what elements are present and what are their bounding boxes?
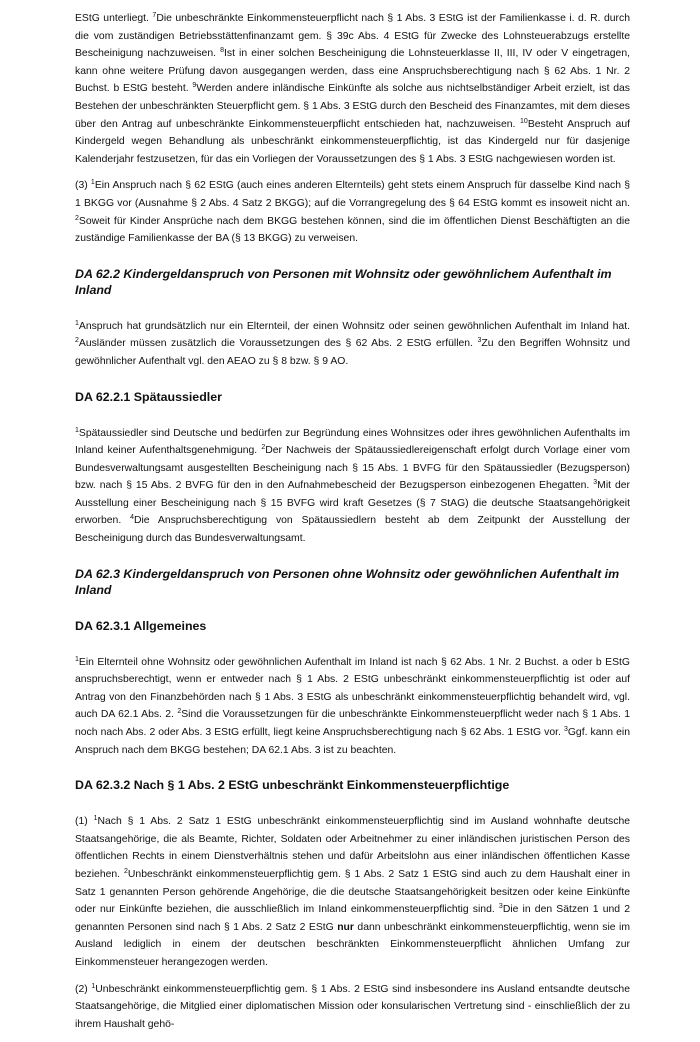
sentence-number: 3: [477, 337, 482, 345]
paragraph-da-62-2-1: [75, 425, 630, 548]
text-run: Mit der Ausstellung einer Bescheinigung nach § 15 BVFG wird kraft Gesetzes (§ 7 StAG) die deutsche Staatsangehörigkeit erworben.: [75, 480, 630, 527]
paragraph-da-62-3-2-1: [75, 813, 630, 971]
text-run: Der Nachweis der Spätaussiedlereigenschaft erfolgt durch Vorlage einer vom Bundesverwaltungsamt ausgestellten Bescheinigung nach § 15 Abs. 1 BVFG für den Spätaussiedler (Bezugsperson) bzw. nach § 15 Abs. 2 BVFG für den in den Aufnahmebescheid der Bezugsperson einbezogenen Ehegatten.: [75, 445, 630, 492]
text-run: Unbeschränkt einkommensteuerpflichtig gem. § 1 Abs. 2 EStG sind insbesondere ins Ausland entsandte deutsche Staatsangehörige, die Mitglied einer diplomatischen Mission oder konsularischen Vertretung sind - einschließlich der zu ihrem Haushalt gehö-: [75, 983, 630, 1030]
text-run: Die Anspruchsberechtigung von Spätaussiedlern besteht ab dem Zeitpunkt der Ausstellung der Bescheinigung durch das Bundesverwaltungsamt.: [75, 515, 631, 545]
text-run: Ein Anspruch nach § 62 EStG (auch eines anderen Elternteils) geht stets einem Anspruch für dasselbe Kind nach § 1 BKGG vor (Ausnahme § 2 Abs. 4 Satz 2 BKGG); auf die Vorrangregelung des § 64 EStG kommt es insoweit nicht an.: [75, 180, 630, 209]
paragraph-da-62-3-1: [75, 654, 630, 760]
text-run: Zu den Begriffen Wohnsitz und gewöhnlicher Aufenthalt vgl. den AEAO zu § 8 bzw. § 9 AO.: [75, 338, 630, 367]
text-run: Die in den Sätzen 1 und 2 genannten Personen sind nach § 1 Abs. 2 Satz 2 EStG: [75, 904, 630, 933]
heading-da-62-2-1: DA 62.2.1 Spätaussiedler: [75, 389, 222, 404]
sentence-number: 2: [124, 868, 128, 875]
text-run: Ausländer müssen zusätzlich die Voraussetzungen des § 62 Abs. 2 EStG erfüllen.: [78, 338, 478, 350]
paragraph-da-62-2: [75, 318, 630, 371]
sentence-number: 1: [90, 179, 95, 187]
text-run: Nach § 1 Abs. 2 Satz 1 EStG unbeschränkt einkommensteuerpflichtig sind im Ausland wohnhafte deutsche Staatsangehörige, die als Beamte, Richter, Soldaten oder Arbeitnehmer zu einer inländischen juristischen Person des öffentlichen Rechts in einem Dienstverhältnis stehen und dafür Arbeitslohn aus einer inländischen öffentlichen Kasse beziehen.: [75, 816, 630, 880]
paragraph-cont-tax-liability: [75, 10, 630, 168]
text-run: Sind die Voraussetzungen für die unbeschränkte Einkommensteuerpflicht weder nach § 1 Abs. 1 noch nach Abs. 2 oder Abs. 3 EStG erfüllt, liegt keine Anspruchsberechtigung nach § 62 Abs. 1 EStG vor.: [75, 709, 630, 739]
sentence-number: 3: [563, 726, 568, 734]
heading-da-62-3: DA 62.3 Kindergeldanspruch von Personen ohne Wohnsitz oder gewöhnlichen Aufenthalt im Inland: [75, 566, 620, 597]
sentence-number: 2: [261, 444, 266, 452]
heading-da-62-3-1: DA 62.3.1 Allgemeines: [75, 618, 207, 633]
paragraph-3-claim-priority: [75, 177, 630, 247]
sentence-number: 10: [520, 117, 528, 125]
text-run: Anspruch hat grundsätzlich nur ein Elternteil, der einen Wohnsitz oder seinen gewöhnlichen Aufenthalt im Inland hat.: [78, 320, 630, 332]
sentence-number: 1: [75, 426, 79, 434]
text-run: EStG unterliegt.: [75, 13, 153, 24]
text-run: Werden andere inländische Einkünfte als solche aus nichtselbständiger Arbeit erzielt, ist das Bestehen der unbeschränkten Steuerpflicht gem. § 1 Abs. 3 EStG durch den Bescheid des Finanzamtes, mit dem dieses über den Antrag auf unbeschränkte Einkommensteuerpflicht entschieden hat, nachzuweisen.: [75, 83, 631, 130]
sentence-number: 2: [75, 214, 79, 222]
sentence-number: 9: [192, 82, 197, 90]
text-run: Soweit für Kinder Ansprüche nach dem BKGG bestehen können, sind die im öffentlichen Dienst Beschäftigten an die zuständige Familienkasse der BA (§ 13 BKGG) zu verweisen.: [75, 215, 630, 245]
sentence-number: 1: [91, 982, 96, 990]
text-run: Spätaussiedler sind Deutsche und bedürfen zur Begründung eines Wohnsitzes oder ihres gewöhnlichen Aufenthalts im Inland keiner Aufenthaltsgenehmigung.: [75, 427, 630, 457]
sentence-number: 2: [177, 708, 182, 716]
heading-da-62-3-2: DA 62.3.2 Nach § 1 Abs. 2 EStG unbeschränkt Einkommensteuerpflichtige: [75, 778, 510, 793]
document-page: [75, 10, 630, 1042]
text-run: Die unbeschränkte Einkommensteuerpflicht nach § 1 Abs. 3 EStG ist der Familienkasse i. d. R. durch die vom zuständigen Betriebsstättenfinanzamt gem. § 39c Abs. 4 EStG für Zwecke des Lohnsteuerabzugs erstellte Bescheinigung nachzuweisen.: [75, 13, 630, 60]
text-run: (1): [75, 816, 94, 828]
sentence-number: 7: [152, 12, 157, 19]
text-run: (3): [75, 180, 91, 192]
sentence-number: 8: [220, 47, 224, 55]
text-run: Ein Elternteil ohne Wohnsitz oder gewöhnlichen Aufenthalt im Inland ist nach § 62 Abs. 1 Nr. 2 Buchst. a oder b EStG anspruchsberechtigt, wenn er entweder nach § 1 Abs. 2 EStG unbeschränkt einkommensteuerpflichtig ist oder auf Antrag von den Finanzbehörden nach § 1 Abs. 3 EStG als unbeschränkt einkommensteuerpflichtig behandelt wird, vgl. auch DA 62.1 Abs. 2.: [75, 656, 630, 721]
sentence-number: 3: [593, 479, 598, 487]
text-run: Unbeschränkt einkommensteuerpflichtig gem. § 1 Abs. 2 Satz 1 EStG sind auch zu dem Haushalt einer in Satz 1 genannten Person gehörende Angehörige, die die deutsche Staatsangehörigkeit besitzen oder keine Einkünfte oder nur Einkünfte beziehen, die ausschließlich im Inland einkommensteuerpflichtig sind.: [75, 869, 631, 916]
sentence-number: 2: [75, 337, 79, 345]
sentence-number: 1: [93, 815, 98, 823]
heading-da-62-2: DA 62.2 Kindergeldanspruch von Personen mit Wohnsitz oder gewöhnlichem Aufenthalt im Inland: [75, 266, 612, 297]
text-run: Ggf. kann ein Anspruch nach dem BKGG bestehen; DA 62.1 Abs. 3 ist zu beachten.: [75, 727, 630, 756]
sentence-number: 4: [130, 514, 134, 522]
text-run: Besteht Anspruch auf Kindergeld wegen Behandlung als unbeschränkt einkommensteuerpflichtig, ist das Kindergeld nur für dasjenige Kalenderjahr festzusetzen, für das ein Vorliegen der Voraussetzungen des § 1 Abs. 3 EStG nachgewiesen worden ist.: [75, 118, 630, 165]
paragraph-da-62-3-2-2: [75, 981, 630, 1034]
text-run: (2): [75, 983, 92, 995]
text-run: dann unbeschränkt einkommensteuerpflichtig, wenn sie im Ausland lediglich in einem der deutschen beschränkten Einkommensteuerpflicht ähnlichen Umfang zur Einkommensteuer herangezogen werden.: [75, 921, 630, 968]
sentence-number: 1: [75, 319, 79, 327]
sentence-number: 1: [75, 655, 79, 663]
sentence-number: 3: [498, 903, 503, 911]
text-run: Ist in einer solchen Bescheinigung die Lohnsteuerklasse II, III, IV oder V eingetragen, kann ohne weitere Prüfung davon ausgegangen werden, dass eine Anspruchsberechtigung nach § 62 Abs. 1 Nr. 2 Buchst. b EStG besteht.: [75, 48, 630, 95]
emphasis-text: nur: [337, 921, 354, 933]
